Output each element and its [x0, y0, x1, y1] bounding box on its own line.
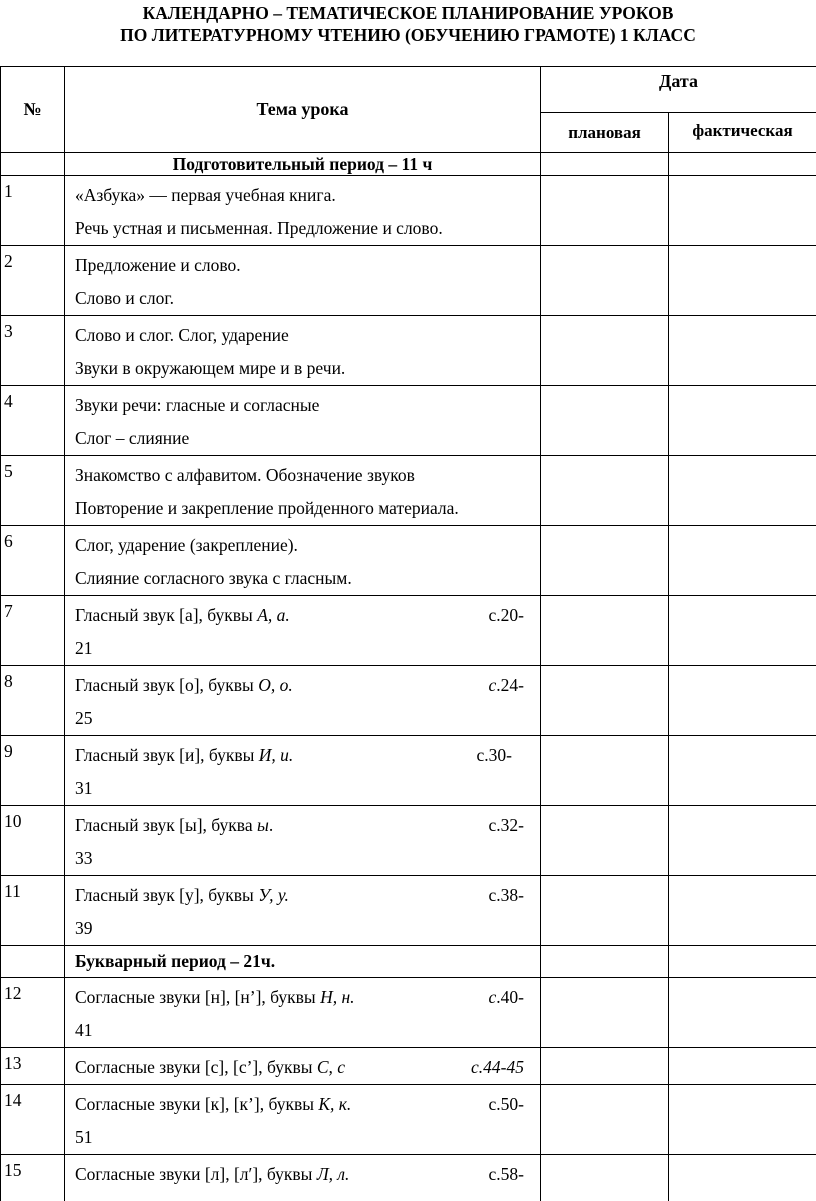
header-number: № [1, 67, 65, 153]
topic-letters: У, у. [258, 885, 289, 905]
title-line-2: ПО ЛИТЕРАТУРНОМУ ЧТЕНИЮ (ОБУЧЕНИЮ ГРАМОТЕ) 1 КЛАСС [0, 24, 816, 46]
page-ref-cont: 39 [75, 912, 532, 945]
topic-line: Слог – слияние [75, 422, 532, 455]
topic-text: Согласные звуки [н], [н’], буквы [75, 987, 320, 1007]
topic-text: Согласные звуки [с], [с’], буквы [75, 1057, 317, 1077]
actual-date-cell[interactable] [669, 316, 816, 386]
topic-letters: А, а. [257, 605, 290, 625]
actual-date-cell[interactable] [669, 1085, 816, 1155]
lesson-number: 9 [1, 736, 65, 806]
topic-line: Речь устная и письменная. Предложение и слово. [75, 212, 532, 245]
lesson-topic [65, 526, 541, 596]
topic-text: Гласный звук [о], буквы [75, 675, 258, 695]
table-row [1, 806, 816, 876]
table-row [1, 1085, 816, 1155]
planned-date-cell[interactable] [541, 386, 669, 456]
actual-date-cell[interactable] [669, 246, 816, 316]
actual-date-cell[interactable] [669, 978, 816, 1048]
planned-date-cell[interactable] [541, 806, 669, 876]
topic-text: Согласные звуки [к], [к’], буквы [75, 1094, 318, 1114]
lesson-plan-table [0, 66, 816, 1201]
topic-line: «Азбука» — первая учебная книга. [75, 179, 532, 212]
lesson-topic [65, 1048, 541, 1085]
topic-line: Звуки речи: гласные и согласные [75, 389, 532, 422]
actual-date-cell[interactable] [669, 876, 816, 946]
lesson-number: 7 [1, 596, 65, 666]
planned-date-cell[interactable] [541, 736, 669, 806]
page-ref-italic: с [489, 987, 497, 1007]
planned-date-cell[interactable] [541, 316, 669, 386]
lesson-topic [65, 596, 541, 666]
lesson-number: 15 [1, 1155, 65, 1201]
lesson-number: 3 [1, 316, 65, 386]
topic-letters: И, и. [259, 745, 294, 765]
table-row [1, 386, 816, 456]
topic-line: Предложение и слово. [75, 249, 532, 282]
header-actual: фактическая [669, 113, 816, 153]
actual-date-cell[interactable] [669, 596, 816, 666]
lesson-number: 6 [1, 526, 65, 596]
period-row [1, 946, 816, 978]
topic-letters: ы [257, 815, 269, 835]
page-ref: с.58- [489, 1158, 532, 1191]
topic-line: Слияние согласного звука с гласным. [75, 562, 532, 595]
lesson-number: 1 [1, 176, 65, 246]
lesson-topic [65, 1085, 541, 1155]
page-ref: с.20- [489, 599, 532, 632]
planned-date-cell[interactable] [541, 526, 669, 596]
planned-date-cell[interactable] [541, 1048, 669, 1085]
page-ref: с.38- [489, 879, 532, 912]
planned-date-cell[interactable] [541, 1155, 669, 1201]
planned-date-cell[interactable] [541, 666, 669, 736]
lesson-topic [65, 246, 541, 316]
topic-line: Слово и слог. Слог, ударение [75, 319, 532, 352]
actual-date-cell[interactable] [669, 806, 816, 876]
page-ref-cont: 25 [75, 702, 532, 735]
table-row [1, 978, 816, 1048]
planned-date-cell[interactable] [541, 596, 669, 666]
lesson-number: 11 [1, 876, 65, 946]
topic-text: Гласный звук [а], буквы [75, 605, 257, 625]
table-row [1, 1155, 816, 1201]
table-header-row [1, 67, 816, 113]
lesson-topic [65, 176, 541, 246]
actual-date-cell[interactable] [669, 386, 816, 456]
lesson-number: 8 [1, 666, 65, 736]
lesson-number: 4 [1, 386, 65, 456]
header-date: Дата [541, 67, 816, 113]
planned-date-cell[interactable] [541, 978, 669, 1048]
topic-letters: Н, н. [320, 987, 354, 1007]
page-ref-italic: с.44-45 [471, 1051, 532, 1084]
page-ref-cont: 31 [75, 772, 532, 805]
topic-line: Звуки в окружающем мире и в речи. [75, 352, 532, 385]
planned-date-cell[interactable] [541, 1085, 669, 1155]
topic-tail: . [269, 815, 273, 835]
title-line-1: КАЛЕНДАРНО – ТЕМАТИЧЕСКОЕ ПЛАНИРОВАНИЕ УРОКОВ [0, 2, 816, 24]
page-ref: с.32- [489, 809, 532, 842]
table-row [1, 526, 816, 596]
lesson-number: 2 [1, 246, 65, 316]
topic-letters: С, с [317, 1057, 345, 1077]
header-topic: Тема урока [65, 67, 541, 153]
lesson-number: 10 [1, 806, 65, 876]
lesson-topic [65, 736, 541, 806]
table-row [1, 596, 816, 666]
page-ref-cont: 51 [75, 1121, 532, 1154]
topic-line: Слово и слог. [75, 282, 532, 315]
topic-line: Повторение и закрепление пройденного материала. [75, 492, 532, 525]
table-row [1, 176, 816, 246]
lesson-topic [65, 386, 541, 456]
lesson-topic [65, 978, 541, 1048]
lesson-number: 12 [1, 978, 65, 1048]
period-title: Букварный период – 21ч. [65, 946, 541, 978]
lesson-topic [65, 316, 541, 386]
lesson-topic [65, 876, 541, 946]
table-row [1, 666, 816, 736]
lesson-number: 5 [1, 456, 65, 526]
actual-date-cell[interactable] [669, 176, 816, 246]
planned-date-cell[interactable] [541, 246, 669, 316]
actual-date-cell[interactable] [669, 736, 816, 806]
header-planned: плановая [541, 113, 669, 153]
topic-line: Слог, ударение (закрепление). [75, 529, 532, 562]
planned-date-cell[interactable] [541, 456, 669, 526]
topic-letters: К, к. [318, 1094, 351, 1114]
page-ref-cont: 41 [75, 1014, 532, 1047]
actual-date-cell[interactable] [669, 666, 816, 736]
topic-line: Знакомство с алфавитом. Обозначение звуков [75, 459, 532, 492]
document-title [0, 2, 816, 46]
page-ref: .40- [496, 987, 524, 1007]
planned-date-cell[interactable] [541, 876, 669, 946]
lesson-topic [65, 806, 541, 876]
lesson-number: 14 [1, 1085, 65, 1155]
period-row [1, 153, 816, 176]
lesson-number: 13 [1, 1048, 65, 1085]
topic-letters: О, о. [258, 675, 293, 695]
table-row [1, 246, 816, 316]
actual-date-cell[interactable] [669, 1155, 816, 1201]
topic-text: Гласный звук [ы], буква [75, 815, 257, 835]
page-ref-cont: 33 [75, 842, 532, 875]
table-row [1, 1048, 816, 1085]
actual-date-cell[interactable] [669, 526, 816, 596]
table-row [1, 876, 816, 946]
lesson-topic [65, 1155, 541, 1201]
lesson-topic [65, 666, 541, 736]
page-ref-italic: с [489, 675, 497, 695]
lesson-topic [65, 456, 541, 526]
table-row [1, 316, 816, 386]
page-ref: с.30- [477, 739, 532, 772]
topic-text: Гласный звук [и], буквы [75, 745, 259, 765]
topic-text: Согласные звуки [л], [л′], буквы [75, 1164, 317, 1184]
actual-date-cell[interactable] [669, 456, 816, 526]
page-ref: .24- [496, 675, 524, 695]
page-ref-cont: 21 [75, 632, 532, 665]
topic-text: Гласный звук [у], буквы [75, 885, 258, 905]
period-title: Подготовительный период – 11 ч [65, 153, 541, 176]
planned-date-cell[interactable] [541, 176, 669, 246]
page-ref: с.50- [489, 1088, 532, 1121]
topic-letters: Л, л. [317, 1164, 350, 1184]
table-row [1, 456, 816, 526]
table-row [1, 736, 816, 806]
actual-date-cell[interactable] [669, 1048, 816, 1085]
